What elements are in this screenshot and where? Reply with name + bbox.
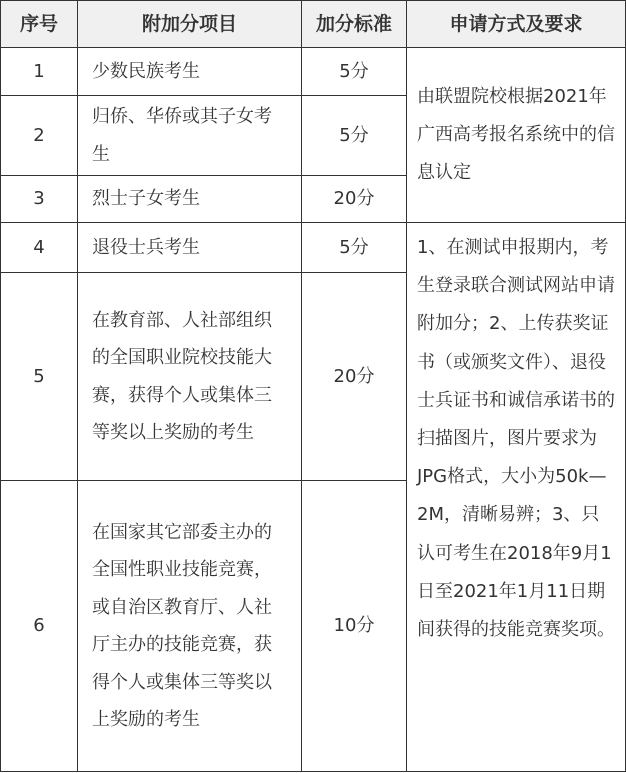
header-item: 附加分项目 (78, 1, 302, 48)
row-num: 5 (1, 273, 78, 481)
row-item: 少数民族考生 (78, 48, 302, 96)
row-score: 5分 (302, 96, 407, 176)
apply-method-online: 1、在测试申报期内，考生登录联合测试网站申请附加分；2、上传获奖证书（或颁奖文件）、退役士兵证书和诚信承诺书的扫描图片，图片要求为JPG格式，大小为50k—2M，清晰易辨；3、只认可考生在2018年9月1日至2021年1月11日期间获得的技能竞赛奖项。 (407, 223, 626, 772)
row-item: 烈士子女考生 (78, 176, 302, 223)
row-score: 5分 (302, 223, 407, 273)
header-apply: 申请方式及要求 (407, 1, 626, 48)
table-row (1, 223, 626, 273)
row-item: 在教育部、人社部组织的全国职业院校技能大赛，获得个人或集体三等奖以上奖励的考生 (78, 273, 302, 481)
row-num: 1 (1, 48, 78, 96)
row-num: 3 (1, 176, 78, 223)
table-row (1, 48, 626, 96)
row-score: 5分 (302, 48, 407, 96)
row-item: 退役士兵考生 (78, 223, 302, 273)
row-item: 归侨、华侨或其子女考生 (78, 96, 302, 176)
row-num: 6 (1, 481, 78, 772)
row-score: 20分 (302, 273, 407, 481)
row-num: 2 (1, 96, 78, 176)
row-score: 20分 (302, 176, 407, 223)
apply-method-auto: 由联盟院校根据2021年广西高考报名系统中的信息认定 (407, 48, 626, 223)
header-score: 加分标准 (302, 1, 407, 48)
row-score: 10分 (302, 481, 407, 772)
header-row (1, 1, 626, 48)
row-num: 4 (1, 223, 78, 273)
row-item: 在国家其它部委主办的全国性职业技能竞赛，或自治区教育厅、人社厅主办的技能竞赛，获得个人或集体三等奖以上奖励的考生 (78, 481, 302, 772)
header-num: 序号 (1, 1, 78, 48)
